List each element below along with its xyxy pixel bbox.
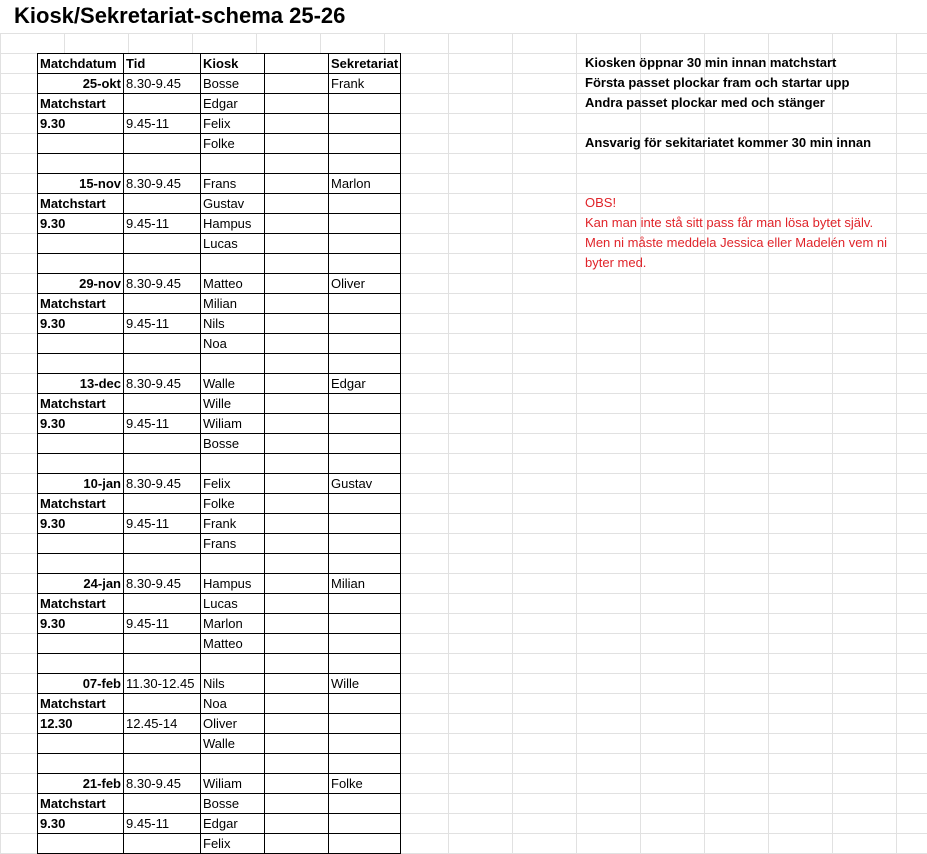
empty-cell[interactable]: [265, 434, 329, 454]
matchstart-label-cell[interactable]: Matchstart: [38, 94, 124, 114]
info-line[interactable]: Andra passet plockar med och stänger: [585, 95, 825, 110]
empty-cell[interactable]: [38, 154, 124, 174]
kiosk-cell[interactable]: Frank: [201, 514, 265, 534]
schedule-row: [38, 714, 401, 734]
empty-cell[interactable]: [124, 694, 201, 714]
schedule-row: [38, 674, 401, 694]
sekretariat-cell[interactable]: Folke: [329, 774, 401, 794]
empty-cell[interactable]: [329, 494, 401, 514]
spacer-line[interactable]: [585, 173, 915, 193]
matchstart-time-cell[interactable]: 9.30: [38, 214, 124, 234]
empty-cell[interactable]: [329, 654, 401, 674]
empty-cell[interactable]: [329, 514, 401, 534]
header-tid[interactable]: Tid: [124, 54, 201, 74]
kiosk-cell[interactable]: Edgar: [201, 94, 265, 114]
kiosk-cell[interactable]: Felix: [201, 834, 265, 854]
kiosk-cell[interactable]: Bosse: [201, 794, 265, 814]
kiosk-cell[interactable]: Felix: [201, 474, 265, 494]
date-cell[interactable]: 07-feb: [38, 674, 124, 694]
schedule-row: [38, 174, 401, 194]
empty-cell[interactable]: [265, 354, 329, 374]
empty-cell[interactable]: [38, 434, 124, 454]
empty-cell[interactable]: [265, 574, 329, 594]
matchstart-label-cell[interactable]: Matchstart: [38, 394, 124, 414]
empty-cell[interactable]: [329, 534, 401, 554]
empty-cell[interactable]: [38, 734, 124, 754]
info-line-empty[interactable]: [585, 113, 915, 133]
matchstart-label-cell[interactable]: Matchstart: [38, 494, 124, 514]
empty-cell[interactable]: [265, 754, 329, 774]
kiosk-cell[interactable]: Matteo: [201, 634, 265, 654]
empty-cell[interactable]: [124, 394, 201, 414]
matchstart-label-cell[interactable]: Matchstart: [38, 694, 124, 714]
empty-cell[interactable]: [329, 234, 401, 254]
empty-cell[interactable]: [265, 714, 329, 734]
kiosk-cell[interactable]: Lucas: [201, 594, 265, 614]
empty-cell[interactable]: [38, 534, 124, 554]
empty-cell[interactable]: [265, 174, 329, 194]
kiosk-cell[interactable]: Nils: [201, 314, 265, 334]
empty-cell[interactable]: [38, 634, 124, 654]
date-cell[interactable]: 25-okt: [38, 74, 124, 94]
schedule-row: [38, 134, 401, 154]
empty-cell[interactable]: [124, 94, 201, 114]
kiosk-cell[interactable]: Wiliam: [201, 414, 265, 434]
empty-cell[interactable]: [201, 554, 265, 574]
empty-cell[interactable]: [265, 634, 329, 654]
empty-cell[interactable]: [124, 534, 201, 554]
empty-cell[interactable]: [265, 134, 329, 154]
empty-cell[interactable]: [265, 674, 329, 694]
spacer-line[interactable]: [585, 153, 915, 173]
sekretariat-cell[interactable]: Marlon: [329, 174, 401, 194]
empty-cell[interactable]: [124, 794, 201, 814]
empty-cell[interactable]: [265, 294, 329, 314]
empty-cell[interactable]: [201, 454, 265, 474]
empty-cell[interactable]: [265, 274, 329, 294]
empty-cell[interactable]: [265, 514, 329, 534]
spacer-row: [38, 154, 401, 174]
header-sekretariat[interactable]: Sekretariat: [329, 54, 401, 74]
spacer-row: [38, 654, 401, 674]
sheet-title[interactable]: Kiosk/Sekretariat-schema 25-26: [14, 3, 346, 28]
schedule-row: [38, 194, 401, 214]
schedule-row: [38, 94, 401, 114]
header-kiosk[interactable]: Kiosk: [201, 54, 265, 74]
empty-cell[interactable]: [329, 754, 401, 774]
sekretariat-cell[interactable]: Wille: [329, 674, 401, 694]
empty-cell[interactable]: [124, 834, 201, 854]
empty-cell[interactable]: [329, 634, 401, 654]
empty-cell[interactable]: [329, 94, 401, 114]
kiosk-cell[interactable]: Milian: [201, 294, 265, 314]
info-line[interactable]: Ansvarig för sekitariatet kommer 30 min innan: [585, 135, 872, 150]
time-cell[interactable]: 9.45-11: [124, 814, 201, 834]
time-cell[interactable]: 9.45-11: [124, 414, 201, 434]
spacer-row: [38, 754, 401, 774]
warning-line[interactable]: Kan man inte stå sitt pass får man lösa bytet själv.: [585, 215, 874, 230]
empty-cell[interactable]: [265, 94, 329, 114]
kiosk-cell[interactable]: Bosse: [201, 74, 265, 94]
schedule-row: [38, 374, 401, 394]
spacer-row: [38, 354, 401, 374]
schedule-row: [38, 514, 401, 534]
kiosk-cell[interactable]: Wille: [201, 394, 265, 414]
kiosk-cell[interactable]: Gustav: [201, 194, 265, 214]
empty-cell[interactable]: [124, 594, 201, 614]
kiosk-cell[interactable]: Oliver: [201, 714, 265, 734]
empty-cell[interactable]: [265, 554, 329, 574]
matchstart-time-cell[interactable]: 9.30: [38, 314, 124, 334]
date-cell[interactable]: 10-jan: [38, 474, 124, 494]
empty-cell[interactable]: [329, 834, 401, 854]
kiosk-cell[interactable]: Edgar: [201, 814, 265, 834]
empty-cell[interactable]: [265, 594, 329, 614]
sekretariat-cell[interactable]: Gustav: [329, 474, 401, 494]
sekretariat-cell[interactable]: Oliver: [329, 274, 401, 294]
empty-cell[interactable]: [265, 374, 329, 394]
empty-cell[interactable]: [329, 114, 401, 134]
empty-cell[interactable]: [265, 414, 329, 434]
warning-line[interactable]: Men ni måste meddela Jessica eller Madelén vem ni: [585, 235, 888, 250]
empty-cell[interactable]: [265, 314, 329, 334]
empty-cell[interactable]: [265, 334, 329, 354]
sekretariat-cell[interactable]: Frank: [329, 74, 401, 94]
empty-cell[interactable]: [201, 654, 265, 674]
empty-cell[interactable]: [265, 494, 329, 514]
date-cell[interactable]: 24-jan: [38, 574, 124, 594]
time-cell[interactable]: 8.30-9.45: [124, 174, 201, 194]
info-line[interactable]: Kiosken öppnar 30 min innan matchstart: [585, 55, 837, 70]
schedule-row: [38, 834, 401, 854]
sekretariat-cell[interactable]: Milian: [329, 574, 401, 594]
schedule-row: [38, 494, 401, 514]
warning-line[interactable]: OBS!: [585, 195, 617, 210]
empty-cell[interactable]: [201, 354, 265, 374]
empty-cell[interactable]: [265, 474, 329, 494]
schedule-row: [38, 594, 401, 614]
kiosk-cell[interactable]: Frans: [201, 174, 265, 194]
time-cell[interactable]: 8.30-9.45: [124, 474, 201, 494]
matchstart-time-cell[interactable]: 9.30: [38, 114, 124, 134]
empty-cell[interactable]: [265, 834, 329, 854]
empty-cell[interactable]: [265, 394, 329, 414]
empty-cell[interactable]: [38, 234, 124, 254]
time-cell[interactable]: 8.30-9.45: [124, 574, 201, 594]
time-cell[interactable]: 12.45-14: [124, 714, 201, 734]
empty-cell[interactable]: [38, 354, 124, 374]
schedule-row: [38, 574, 401, 594]
time-cell[interactable]: 9.45-11: [124, 214, 201, 234]
empty-cell[interactable]: [265, 614, 329, 634]
empty-cell[interactable]: [124, 334, 201, 354]
schedule-row: [38, 794, 401, 814]
schedule-row: [38, 534, 401, 554]
kiosk-cell[interactable]: Frans: [201, 534, 265, 554]
time-cell[interactable]: 9.45-11: [124, 514, 201, 534]
empty-cell[interactable]: [329, 434, 401, 454]
empty-cell[interactable]: [329, 814, 401, 834]
empty-cell[interactable]: [329, 454, 401, 474]
matchstart-time-cell[interactable]: 9.30: [38, 814, 124, 834]
empty-cell[interactable]: [201, 754, 265, 774]
empty-cell[interactable]: [329, 134, 401, 154]
schedule-row: [38, 274, 401, 294]
empty-cell[interactable]: [124, 154, 201, 174]
spacer-row: [38, 554, 401, 574]
empty-cell[interactable]: [329, 334, 401, 354]
schedule-row: [38, 634, 401, 654]
kiosk-cell[interactable]: Wiliam: [201, 774, 265, 794]
kiosk-cell[interactable]: Felix: [201, 114, 265, 134]
empty-cell[interactable]: [329, 394, 401, 414]
empty-cell[interactable]: [124, 634, 201, 654]
schedule-row: [38, 814, 401, 834]
empty-cell[interactable]: [329, 294, 401, 314]
empty-cell[interactable]: [38, 134, 124, 154]
empty-cell[interactable]: [329, 154, 401, 174]
empty-cell[interactable]: [329, 314, 401, 334]
schedule-row: [38, 734, 401, 754]
empty-cell[interactable]: [329, 734, 401, 754]
empty-cell[interactable]: [329, 554, 401, 574]
empty-cell[interactable]: [329, 354, 401, 374]
empty-cell[interactable]: [124, 654, 201, 674]
kiosk-cell[interactable]: Hampus: [201, 574, 265, 594]
spacer-row: [38, 454, 401, 474]
kiosk-cell[interactable]: Walle: [201, 374, 265, 394]
schedule-body: [38, 74, 401, 854]
schedule-row: [38, 114, 401, 134]
matchstart-time-cell[interactable]: 9.30: [38, 614, 124, 634]
kiosk-cell[interactable]: Hampus: [201, 214, 265, 234]
empty-cell[interactable]: [124, 294, 201, 314]
empty-cell[interactable]: [265, 794, 329, 814]
matchstart-label-cell[interactable]: Matchstart: [38, 594, 124, 614]
empty-cell[interactable]: [329, 614, 401, 634]
date-cell[interactable]: 15-nov: [38, 174, 124, 194]
time-cell[interactable]: 9.45-11: [124, 314, 201, 334]
time-cell[interactable]: 8.30-9.45: [124, 74, 201, 94]
schedule-row: [38, 314, 401, 334]
schedule-row: [38, 614, 401, 634]
empty-cell[interactable]: [329, 694, 401, 714]
time-cell[interactable]: 9.45-11: [124, 614, 201, 634]
empty-cell[interactable]: [38, 754, 124, 774]
empty-cell[interactable]: [265, 654, 329, 674]
header-matchdatum[interactable]: Matchdatum: [38, 54, 124, 74]
date-cell[interactable]: 29-nov: [38, 274, 124, 294]
kiosk-cell[interactable]: Noa: [201, 334, 265, 354]
empty-cell[interactable]: [38, 254, 124, 274]
empty-cell[interactable]: [38, 834, 124, 854]
sekretariat-cell[interactable]: Edgar: [329, 374, 401, 394]
time-cell[interactable]: 9.45-11: [124, 114, 201, 134]
kiosk-cell[interactable]: Bosse: [201, 434, 265, 454]
empty-cell[interactable]: [124, 354, 201, 374]
empty-cell[interactable]: [265, 194, 329, 214]
empty-cell[interactable]: [265, 114, 329, 134]
notes-panel: [585, 53, 915, 273]
time-cell[interactable]: 8.30-9.45: [124, 374, 201, 394]
empty-cell[interactable]: [329, 714, 401, 734]
empty-cell[interactable]: [38, 334, 124, 354]
schedule-row: [38, 394, 401, 414]
empty-cell[interactable]: [265, 534, 329, 554]
date-cell[interactable]: 13-dec: [38, 374, 124, 394]
empty-cell[interactable]: [124, 554, 201, 574]
kiosk-cell[interactable]: Noa: [201, 694, 265, 714]
empty-cell[interactable]: [329, 794, 401, 814]
matchstart-label-cell[interactable]: Matchstart: [38, 194, 124, 214]
empty-cell[interactable]: [265, 454, 329, 474]
schedule-row: [38, 414, 401, 434]
kiosk-cell[interactable]: Matteo: [201, 274, 265, 294]
empty-cell[interactable]: [265, 154, 329, 174]
header-row: [38, 54, 401, 74]
empty-cell[interactable]: [124, 434, 201, 454]
empty-cell[interactable]: [265, 814, 329, 834]
empty-cell[interactable]: [265, 214, 329, 234]
kiosk-cell[interactable]: Folke: [201, 494, 265, 514]
info-line[interactable]: Första passet plockar fram och startar upp: [585, 75, 850, 90]
kiosk-cell[interactable]: Walle: [201, 734, 265, 754]
empty-cell[interactable]: [124, 734, 201, 754]
matchstart-label-cell[interactable]: Matchstart: [38, 294, 124, 314]
time-cell[interactable]: 11.30-12.45: [124, 674, 201, 694]
schedule-row: [38, 74, 401, 94]
empty-cell[interactable]: [38, 554, 124, 574]
empty-cell[interactable]: [201, 154, 265, 174]
empty-cell[interactable]: [265, 254, 329, 274]
empty-cell[interactable]: [124, 254, 201, 274]
spacer-row: [38, 254, 401, 274]
empty-cell[interactable]: [38, 454, 124, 474]
schedule-row: [38, 474, 401, 494]
empty-cell[interactable]: [329, 254, 401, 274]
schedule-row: [38, 234, 401, 254]
schedule-row: [38, 774, 401, 794]
schedule-row: [38, 694, 401, 714]
header-empty[interactable]: [265, 54, 329, 74]
empty-cell[interactable]: [265, 74, 329, 94]
matchstart-time-cell[interactable]: 9.30: [38, 514, 124, 534]
empty-cell[interactable]: [38, 654, 124, 674]
empty-cell[interactable]: [124, 454, 201, 474]
empty-cell[interactable]: [265, 774, 329, 794]
kiosk-cell[interactable]: Folke: [201, 134, 265, 154]
time-cell[interactable]: 8.30-9.45: [124, 274, 201, 294]
empty-cell[interactable]: [124, 234, 201, 254]
empty-cell[interactable]: [329, 594, 401, 614]
empty-cell[interactable]: [329, 194, 401, 214]
empty-cell[interactable]: [201, 254, 265, 274]
matchstart-time-cell[interactable]: 9.30: [38, 414, 124, 434]
time-cell[interactable]: 8.30-9.45: [124, 774, 201, 794]
schedule-row: [38, 294, 401, 314]
matchstart-label-cell[interactable]: Matchstart: [38, 794, 124, 814]
schedule-row: [38, 434, 401, 454]
kiosk-cell[interactable]: Lucas: [201, 234, 265, 254]
schedule-table: [37, 53, 401, 854]
empty-cell[interactable]: [124, 754, 201, 774]
date-cell[interactable]: 21-feb: [38, 774, 124, 794]
kiosk-cell[interactable]: Marlon: [201, 614, 265, 634]
empty-cell[interactable]: [329, 214, 401, 234]
kiosk-cell[interactable]: Nils: [201, 674, 265, 694]
warning-line[interactable]: byter med.: [585, 255, 647, 270]
empty-cell[interactable]: [265, 234, 329, 254]
empty-cell[interactable]: [124, 134, 201, 154]
empty-cell[interactable]: [329, 414, 401, 434]
schedule-row: [38, 334, 401, 354]
empty-cell[interactable]: [124, 494, 201, 514]
empty-cell[interactable]: [265, 694, 329, 714]
schedule-row: [38, 214, 401, 234]
empty-cell[interactable]: [265, 734, 329, 754]
matchstart-time-cell[interactable]: 12.30: [38, 714, 124, 734]
empty-cell[interactable]: [124, 194, 201, 214]
